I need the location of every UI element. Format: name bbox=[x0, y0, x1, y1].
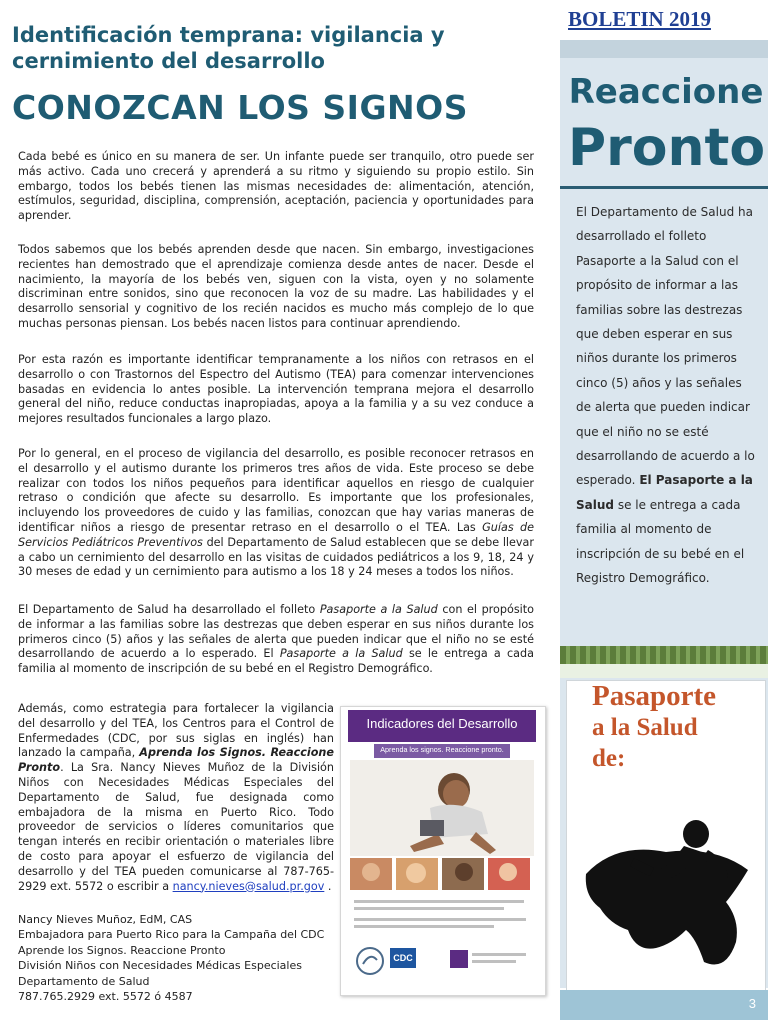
p6-text-b: . La Sra. Nancy Nieves Muñoz de la División Niños con Necesidades Médicas Especiales del Departamento de Salud, fue designada como embajadora de la misma en Puerto Rico. Todo proveedor de servicios o líderes comunitarios que tengan interés en recibir orientación o materiales libre de costo para apoyar el esfuerzo de vigilancia del desarrollo y del TEA pueden comunicarse al 787-765-2929 ext. 5572 o escribir a bbox=[18, 761, 334, 893]
paragraph-2: Todos sabemos que los bebés aprenden desde que nacen. Sin embargo, investigaciones recientes han demostrado que el aprendizaje comienza desde antes de nacer. Desde el nacimiento, la mayoría de los bebés ven, siguen con la vista, oyen y no solamente discriminan entre sonidos, sino que reconocen la voz de su madre. Las habilidades y el desarrollo sensorial y cognitivo de los recién nacidos es mucho más complejo de lo que muchas personas piensan. Los bebés nacen listos para continuar aprendiendo. bbox=[18, 243, 534, 330]
thumbnail-photo bbox=[350, 858, 392, 890]
sidebar-text-bold: El Pasaporte a la Salud bbox=[576, 473, 753, 512]
sidebar-top-band bbox=[560, 40, 768, 58]
sidebar-text bbox=[576, 200, 758, 591]
brochure-text-lines bbox=[354, 898, 530, 938]
p6-bold-campaign: Aprenda los Signos. Reaccione Pronto bbox=[18, 746, 334, 775]
passport-title-line-1: Pasaporte bbox=[592, 680, 717, 712]
passport-title-line-3: de: bbox=[592, 745, 626, 772]
thumbnail-photo bbox=[396, 858, 438, 890]
baby-photo bbox=[350, 760, 534, 856]
subheading-line-1: Identificación temprana: vigilancia y bbox=[12, 23, 445, 47]
signature-line: Departamento de Salud bbox=[18, 974, 150, 988]
paragraph-6 bbox=[18, 702, 334, 894]
signature-block bbox=[18, 912, 348, 1004]
p5-italic-1: Pasaporte a la Salud bbox=[319, 603, 438, 616]
paragraph-1: Cada bebé es único en su manera de ser. Un infante puede ser tranquilo, otro puede ser más activo. Cada uno crecerá y aprenderá a su ritmo y siguiendo su propio estilo. Sin embargo, todos los bebés tienen las mismas necesidades de: alimentación, atención, estímulos, seguridad, disciplina, comprensión, aceptación, paciencia y oportunidades para aprender. bbox=[18, 150, 534, 223]
p6-text-c: . bbox=[324, 879, 332, 893]
decorative-stripe-light bbox=[560, 664, 768, 678]
email-link[interactable]: nancy.nieves@salud.pr.gov bbox=[172, 879, 325, 893]
signature-line: División Niños con Necesidades Médicas Especiales bbox=[18, 959, 302, 973]
p5-text-b: con el propósito de informar a las familias sobre las destrezas que deben esperar en sus niños durante los primeros cinco (5) años y las señales de alerta que pueden indicar que el niño no se esté desarrollando de acuerdo a lo esperado. El bbox=[18, 603, 534, 661]
p6-text-a: Además, como estrategia para fortalecer la vigilancia del desarrollo y del TEA, los Centros para el Control de Enfermedades (CDC, por sus siglas en inglés) han lanzado la campaña, bbox=[18, 702, 334, 760]
subheading-line-2: cernimiento del desarrollo bbox=[12, 49, 325, 73]
p5-italic-2: Pasaporte a la Salud bbox=[279, 647, 403, 661]
page-number: 3 bbox=[748, 996, 756, 1011]
p5-text-a: El Departamento de Salud ha desarrollado el folleto bbox=[18, 603, 320, 616]
decorative-stripe bbox=[560, 646, 768, 664]
thumbnail-photo bbox=[442, 858, 484, 890]
sidebar-text-a: El Departamento de Salud ha desarrollado el folleto Pasaporte a la Salud con el propósito de informar a las familias sobre las destrezas que deben esperar en sus niños durante los primeros cinco (5) años y las señales de alerta que pueden indicar que el niño no se esté desarrollando de acuerdo a lo esperado. bbox=[576, 205, 755, 488]
hands-holding-baby-icon bbox=[576, 812, 762, 980]
brochure-footer-logo bbox=[450, 948, 530, 970]
passport-title-line-2: a la Salud bbox=[592, 714, 698, 741]
sidebar-divider bbox=[560, 186, 768, 189]
signature-line: Nancy Nieves Muñoz, EdM, CAS bbox=[18, 913, 193, 926]
bulletin-title: BOLETIN 2019 bbox=[568, 7, 711, 31]
sidebar-title-line-2: Pronto bbox=[568, 118, 766, 178]
paragraph-4 bbox=[18, 447, 534, 580]
signature-line: Aprende los Signos. Reaccione Pronto bbox=[18, 943, 226, 957]
brochure-subtitle: Aprenda los signos. Reaccione pronto. bbox=[380, 745, 504, 754]
p4-text-b: del Departamento de Salud establecen que se debe llevar a cabo un cernimiento del desarrollo en las visitas de cuidados pediátricos a los 9, 18, 24 y 30 meses de edad y un cernimiento para autismo a los 18 y 24 meses a todos los niños. bbox=[18, 535, 534, 579]
paragraph-3: Por esta razón es importante identificar tempranamente a los niños con retrasos en el desarrollo o con Trastornos del Espectro del Autismo (TEA) para comenzar intervenciones basadas en evidencia lo antes posible. La intervención temprana mejora el desarrollo general del niño, reduce conductas inapropiadas, apoya a la familia y a su vez conduce a mejores resultados funcionales a largo plazo. bbox=[18, 353, 534, 426]
signature-line: 787.765.2929 ext. 5572 ó 4587 bbox=[18, 990, 193, 1004]
sidebar-text-b: se le entrega a cada familia al momento de inscripción de su bebé en el Registro Demográfico. bbox=[576, 497, 745, 586]
cdc-logo: CDC bbox=[390, 948, 416, 968]
signature-line: Embajadora para Puerto Rico para la Campaña del CDC bbox=[18, 928, 325, 942]
thumbnail-photo bbox=[488, 858, 530, 890]
brochure-title: Indicadores del Desarrollo bbox=[366, 716, 518, 731]
paragraph-5 bbox=[18, 603, 534, 677]
p5-text-c: se le entrega a cada familia al momento de inscripción de su bebé en el Registro Demográfico. bbox=[18, 647, 534, 676]
article-subheading bbox=[12, 22, 542, 74]
p4-italic: Guías de Servicios Pediátricos Preventivos bbox=[18, 520, 534, 549]
p4-text-a: Por lo general, en el proceso de vigilancia del desarrollo, es posible reconocer retrasos en el desarrollo y el autismo durante los primeros tres años de vida. Este proceso se debe realizar con todos los niños pequeños para identificar aquellos en riesgo de cualquier retraso o condición que afecte su desarrollo. Es importante que los profesionales, incluyendo los proveedores de cuido y las familias, conozcan que hay varias maneras de identificar niños a riesgo de presentar retraso en el desarrollo o el TEA. Las bbox=[18, 447, 534, 534]
hhs-seal-icon bbox=[354, 946, 386, 976]
article-main-heading: CONOZCAN LOS SIGNOS bbox=[12, 88, 468, 127]
sidebar-title-line-1: Reaccione bbox=[568, 72, 764, 112]
